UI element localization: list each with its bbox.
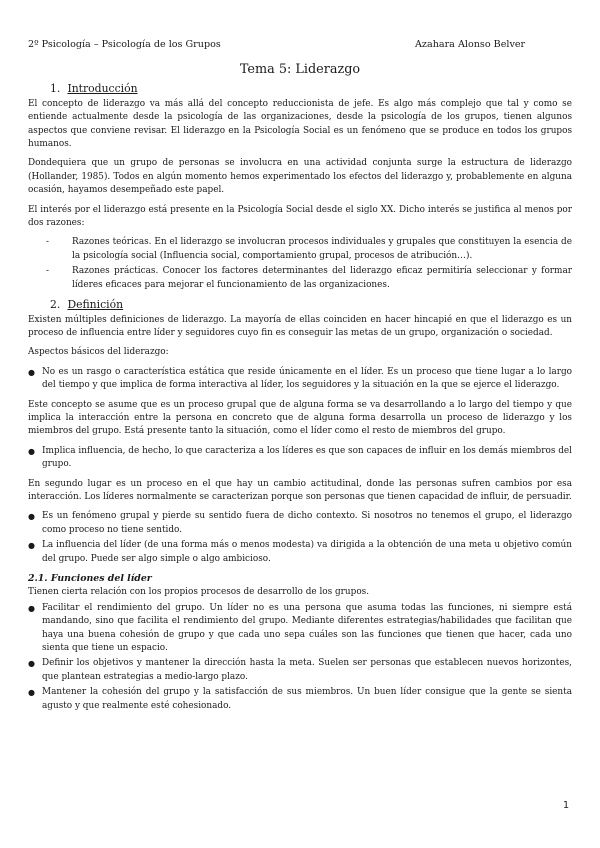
functions-list bbox=[28, 602, 572, 713]
list-item: ● Mantener la cohesión del grupo y la satisfacción de sus miembros. Un buen líder consigue que la gente se sienta agusto y que realmente esté cohesionado. bbox=[28, 687, 572, 711]
paragraph: Dondequiera que un grupo de personas se involucra en una actividad conjunta surge la estructura de liderazgo (Hollander, 1985). Todos en algún momento hemos experimentado los efectos del liderazgo y, probablemente en alguna ocasión, hayamos desempeñado este papel. bbox=[28, 158, 572, 196]
bullet-list bbox=[28, 510, 572, 566]
bullet-list bbox=[28, 366, 572, 393]
list-item: ● La influencia del líder (de una forma más o menos modesta) va dirigida a la obtención de una meta u objetivo común del grupo. Puede ser algo simple o algo ambicioso. bbox=[28, 540, 572, 564]
paragraph: En segundo lugar es un proceso en el que hay un cambio actitudinal, donde las personas sufren cambios por esa interacción. Los líderes normalmente se caracterizan porque son personas que tienen capacidad de influir, de persuadir. bbox=[28, 478, 572, 502]
page-number: 1 bbox=[563, 800, 570, 811]
section-number: 2. bbox=[50, 298, 61, 312]
bullet-icon: ● bbox=[28, 603, 35, 613]
section-heading-introduccion bbox=[28, 82, 572, 95]
list-item: ● Facilitar el rendimiento del grupo. Un líder no es una persona que asuma todas las funciones, ni siempre está mandando, sino que facilita el rendimiento del grupo. Mediante diferentes estrategias/habilidades que facilitan que haya una buena cohesión de grupo y que cada uno sepa cuáles son las funciones que tienen que hacer, cada uno sienta que tiene un espacio. bbox=[28, 602, 572, 654]
list-item: - Razones teóricas. En el liderazgo se involucran procesos individuales y grupales que constituyen la esencia de la psicología social (Influencia social, comportamiento grupal, procesos de atribución…). bbox=[46, 237, 572, 261]
dash-marker: - bbox=[46, 237, 49, 248]
paragraph: El concepto de liderazgo va más allá del concepto reduccionista de jefe. Es algo más complejo que tal y como se entiende actualmente desde la psicología de las organizaciones, desde la psicología de los grupos, tienen algunos aspectos que conviene revisar. El liderazgo en la Psicología Social es un fenómeno que se produce en todos los grupos humanos. bbox=[28, 98, 572, 150]
section-number: 1. bbox=[50, 82, 61, 96]
list-item: - Razones prácticas. Conocer los factores determinantes del liderazgo eficaz permitiría seleccionar y formar líderes eficaces para mejorar el funcionamiento de las organizaciones. bbox=[46, 266, 572, 290]
paragraph: Tienen cierta relación con los propios procesos de desarrollo de los grupos. bbox=[28, 587, 370, 598]
list-item: ● Es un fenómeno grupal y pierde su sentido fuera de dicho contexto. Si nosotros no tenemos el grupo, el liderazgo como proceso no tiene sentido. bbox=[28, 511, 572, 535]
list-item: ● No es un rasgo o característica estática que reside únicamente en el líder. Es un proceso que tiene lugar a lo largo del tiempo y que implica de forma interactiva al líder, los seguidores y la situación en la que se ejerce el liderazgo. bbox=[28, 366, 572, 391]
bullet-icon: ● bbox=[28, 512, 35, 522]
bullet-icon: ● bbox=[28, 446, 35, 456]
section-label: Definición bbox=[67, 298, 124, 312]
paragraph: Este concepto se asume que es un proceso grupal que de alguna forma se va desarrollando a lo largo del tiempo y que implica la interacción entre la persona en concreto que de alguna forma desarrolla un proceso de liderazgo y los miembros del grupo. Está presente tanto la situación, como el líder como el resto de miembros del grupo. bbox=[28, 399, 572, 437]
dash-marker: - bbox=[46, 266, 49, 277]
bullet-icon: ● bbox=[28, 659, 35, 669]
page-content bbox=[28, 63, 572, 719]
header-course: 2º Psicología – Psicología de los Grupos bbox=[28, 39, 221, 50]
section-label: Introducción bbox=[67, 82, 138, 96]
bullet-icon: ● bbox=[28, 541, 35, 551]
list-item: ● Definir los objetivos y mantener la dirección hasta la meta. Suelen ser personas que establecen nuevos horizontes, que plantean estrategias a medio-largo plazo. bbox=[28, 658, 572, 682]
paragraph: Existen múltiples definiciones de liderazgo. La mayoría de ellas coinciden en hacer hincapié en que el liderazgo es un proceso de influencia entre líder y seguidores cuyo fin es conseguir las metas de un grupo, organización o sociedad. bbox=[28, 314, 572, 338]
bullet-icon: ● bbox=[28, 367, 35, 377]
paragraph: Aspectos básicos del liderazgo: bbox=[28, 347, 169, 358]
section-heading-definicion bbox=[28, 298, 572, 311]
bullet-icon: ● bbox=[28, 688, 35, 698]
list-item: ● Implica influencia, de hecho, lo que caracteriza a los líderes es que son capaces de influir en los demás miembros del grupo. bbox=[28, 445, 572, 470]
paragraph: El interés por el liderazgo está presente en la Psicología Social desde el siglo XX. Dicho interés se justifica al menos por dos razones: bbox=[28, 204, 572, 229]
bullet-list bbox=[28, 445, 572, 472]
subsection-heading-funciones: 2.1. Funciones del líder bbox=[28, 573, 152, 584]
page-title: Tema 5: Liderazgo bbox=[239, 62, 361, 77]
reasons-list bbox=[28, 236, 572, 292]
header-author: Azahara Alonso Belver bbox=[415, 39, 526, 50]
